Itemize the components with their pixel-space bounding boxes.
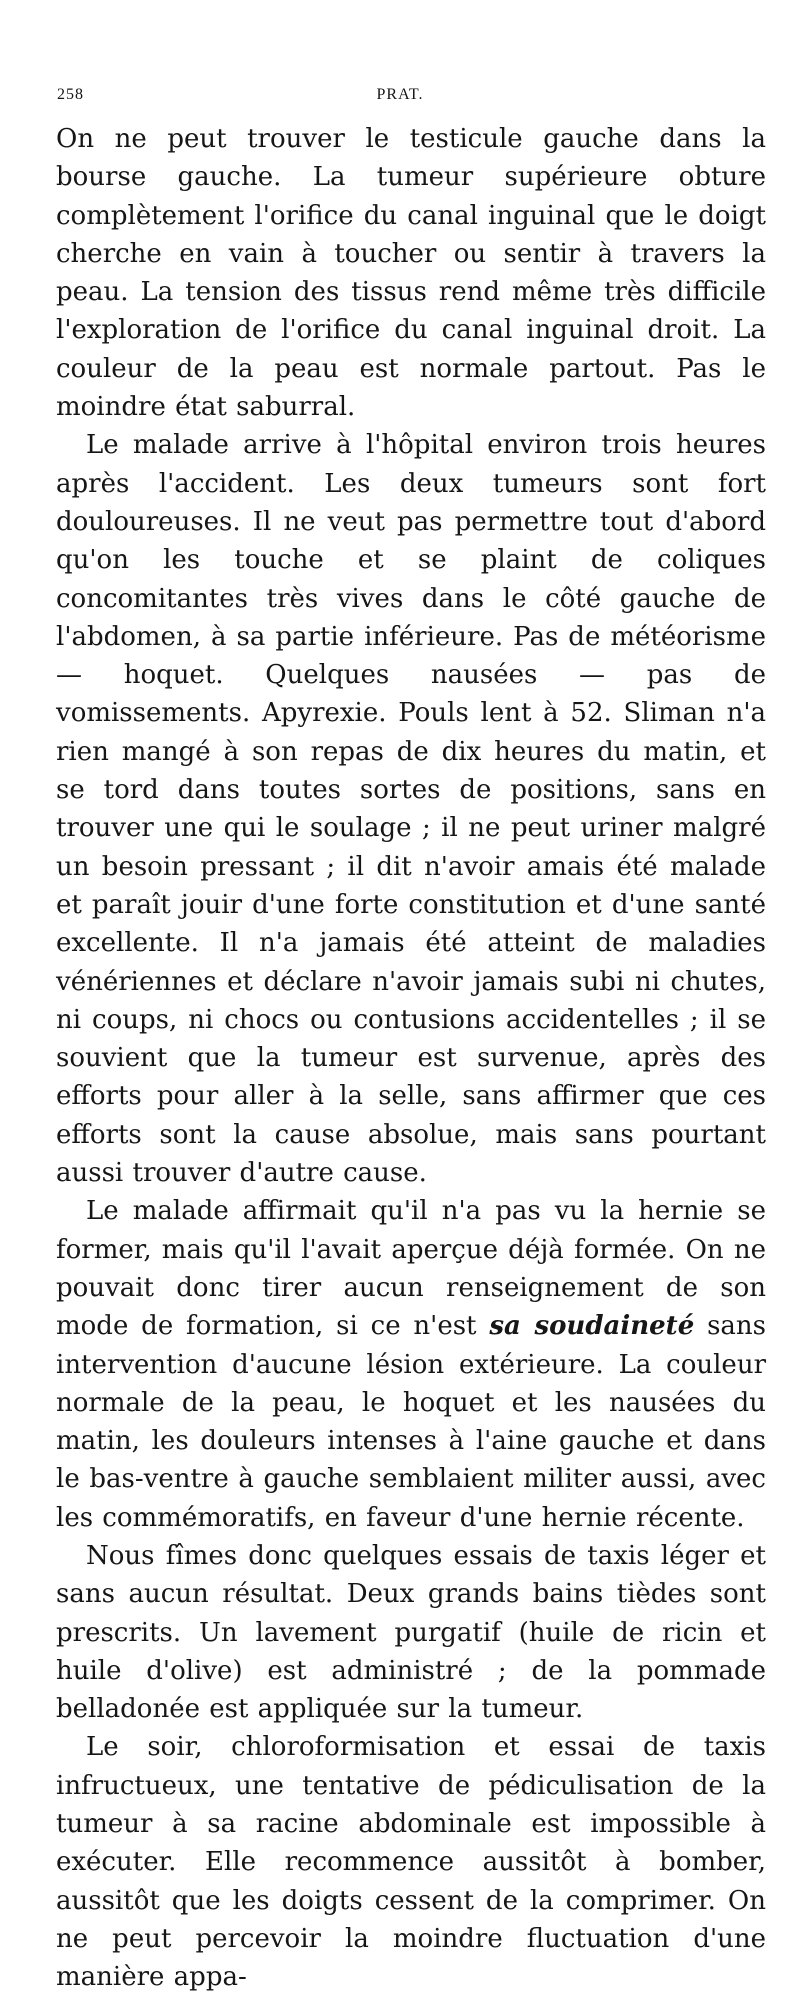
paragraph-3 bbox=[56, 1192, 766, 1537]
paragraph-3-before: Le malade affirmait qu'il n'a pas vu la hernie se former, mais qu'il l'avait aperçue déjà formée. On ne pouvait donc tirer aucun renseignement de son mode de formation, si ce n'est bbox=[56, 1196, 766, 1342]
paragraph-2: Le malade arrive à l'hôpital environ trois heures après l'accident. Les deux tumeurs sont fort douloureuses. Il ne veut pas permettre tout d'abord qu'on les touche et se plaint de coliques concomitantes très vives dans le côté gauche de l'abdomen, à sa partie inférieure. Pas de météorisme — hoquet. Quelques nausées — pas de vomissements. Apyrexie. Pouls lent à 52. Sliman n'a rien mangé à son repas de dix heures du matin, et se tord dans toutes sortes de positions, sans en trouver une qui le soulage ; il ne peut uriner malgré un besoin pressant ; il dit n'avoir amais été malade et paraît jouir d'une forte constitution et d'une santé excellente. Il n'a jamais été atteint de maladies vénériennes et déclare n'avoir jamais subi ni chutes, ni coups, ni chocs ou contusions accidentelles ; il se souvient que la tumeur est survenue, après des efforts pour aller à la selle, sans affirmer que ces efforts sont la cause absolue, mais sans pourtant aussi trouver d'autre cause. bbox=[56, 430, 766, 1189]
body-text bbox=[56, 120, 766, 1997]
running-head: PRAT. bbox=[376, 86, 424, 103]
paragraph-5: Le soir, chloroformisation et essai de taxis infructueux, une tentative de pédiculisation de la tumeur à sa racine abdominale est impossible à exécuter. Elle recommence aussitôt à bomber, aussitôt que les doigts cessent de la comprimer. On ne peut percevoir la moindre fluctuation d'une manière appa- bbox=[56, 1732, 766, 1993]
page-number: 258 bbox=[57, 86, 84, 103]
paragraph-4: Nous fîmes donc quelques essais de taxis léger et sans aucun résultat. Deux grands bains tièdes sont prescrits. Un lavement purgatif (huile de ricin et huile d'olive) est administré ; de la pommade belladonée est appliquée sur la tumeur. bbox=[56, 1540, 766, 1725]
emphasis-soudainete: sa soudaineté bbox=[489, 1311, 695, 1342]
page-header bbox=[55, 86, 745, 110]
paragraph-3-after: sans intervention d'aucune lésion extérieure. La couleur normale de la peau, le hoquet et les nausées du matin, les douleurs intenses à l'aine gauche et dans le bas-ventre à gauche semblaient militer aussi, avec les commémoratifs, en faveur d'une hernie récente. bbox=[56, 1311, 766, 1533]
paragraph-1: On ne peut trouver le testicule gauche dans la bourse gauche. La tumeur supérieure obture complètement l'orifice du canal inguinal que le doigt cherche en vain à toucher ou sentir à travers la peau. La tension des tissus rend même très difficile l'exploration de l'orifice du canal inguinal droit. La couleur de la peau est normale partout. Pas le moindre état saburral. bbox=[56, 124, 766, 423]
